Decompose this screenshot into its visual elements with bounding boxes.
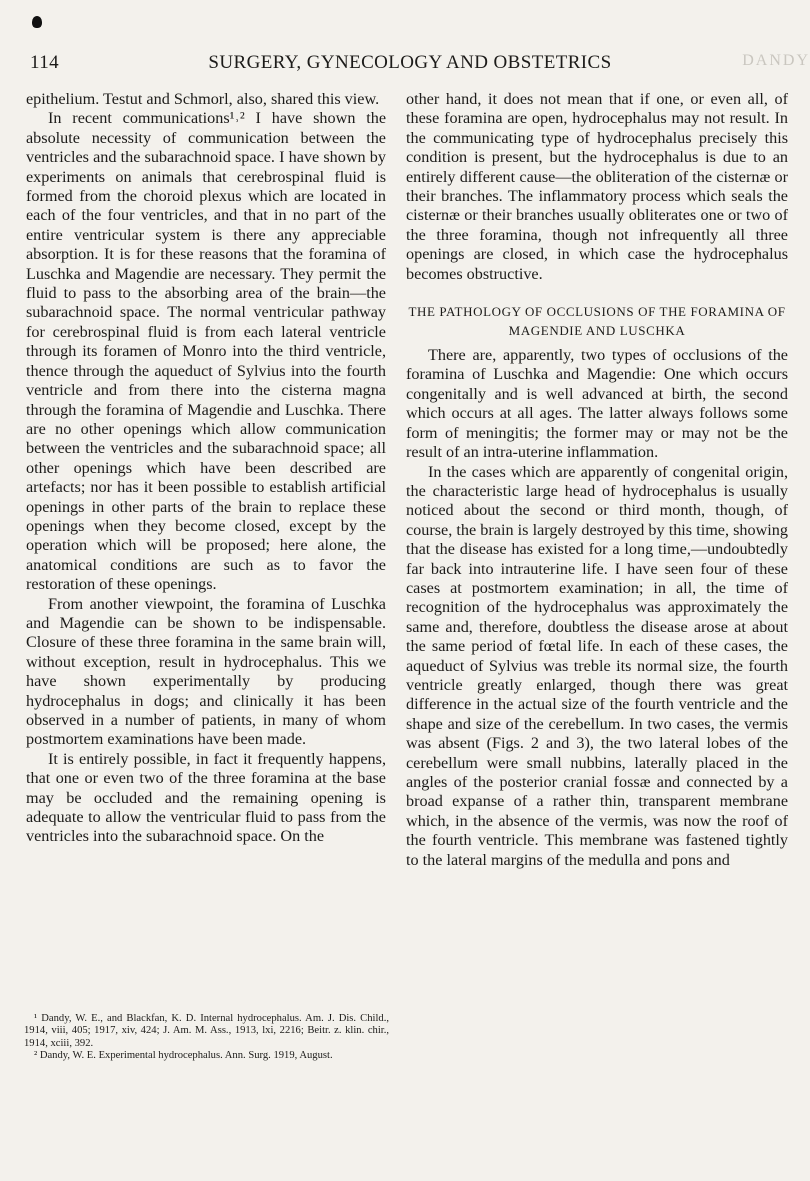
ink-mark	[32, 16, 42, 28]
paragraph: It is entirely possible, in fact it frequently happens, that one or even two of the three foramina at the base may be occluded and the remaining opening is adequate to allow the ventricular fluid to pass from the ventricles into the subarachnoid space. On the	[26, 749, 386, 846]
paragraph: In recent communications¹˒² I have shown the absolute necessity of communication between the ventricles and the subarachnoid space. I have shown by experiments on animals that cerebrospinal fluid is formed from the choroid plexus which are located in each of the four ventricles, and that in no part of the entire ventricular system is there any appreciable absorption. It is for these reasons that the foramina of Luschka and Magendie are necessary. They permit the fluid to pass to the absorbing area of the brain—the subarachnoid space. The normal ventricular pathway for cerebrospinal fluid is from each lateral ventricle through its foramen of Monro into the third ventricle, thence through the aqueduct of Sylvius into the fourth ventricle and from there into the cisterna magna through the foramina of Magendie and Luschka. There are no other openings which allow communication between the ventricles and the subarachnoid space; all other openings which have been described are artefacts; nor has it been possible to establish artificial openings in other parts of the brain to replace these openings when they become closed, except by the operation which will be proposed; here alone, the anatomical conditions are such as to favor the restoration of these openings.	[26, 109, 386, 594]
paragraph: There are, apparently, two types of occlusions of the foramina of Luschka and Magendie: One which occurs congenitally and is well advanced at birth, the second which occurs at all ages. The latter always follows some form of meningitis; the former may or may not be the result of an intra-uterine inflammation.	[406, 346, 788, 462]
running-title: SURGERY, GYNECOLOGY AND OBSTETRICS	[208, 52, 612, 73]
left-column	[26, 90, 386, 847]
paragraph: epithelium. Testut and Schmorl, also, shared this view.	[26, 90, 380, 108]
page-number: 114	[30, 52, 59, 73]
page-header	[30, 52, 810, 78]
paragraph: In the cases which are apparently of congenital origin, the characteristic large head of hydrocephalus is usually noticed about the second or third month, though, of course, the brain is largely destroyed by this time, showing that the disease has existed for a long time,—undoubtedly far back into intrauterine life. I have seen four of these cases at postmortem examination; in all, the time of recognition of the hydrocephalus was approximately the same and, therefore, doubtless the disease arose at about the same period of fœtal life. In each of these cases, the aqueduct of Sylvius was treble its normal size, the fourth ventricle greatly enlarged, though there was great difference in the actual size of the fourth ventricle and the shape and size of the cerebellum. In two cases, the vermis was absent (Figs. 2 and 3), the two lateral lobes of the cerebellum were small nubbins, laterally placed in the angles of the posterior cranial fossæ and connected by a broad expanse of a rather thin, transparent membrane which, in the absence of the vermis, was now the roof of the fourth ventricle. This membrane was fastened tightly to the lateral margins of the medulla and pons and	[406, 462, 788, 869]
footnote: ² Dandy, W. E. Experimental hydrocephalus. Ann. Surg. 1919, August.	[34, 1050, 333, 1062]
header-bleed-text: DANDY	[742, 52, 810, 69]
paragraph: other hand, it does not mean that if one, or even all, of these foramina are open, hydrocephalus may not result. In the communicating type of hydrocephalus precisely this condition is present, but the hydrocephalus is due to an entirely different cause—the obliteration of the cisternæ or their branches. The inflammatory process which seals the cisternæ or their branches usually obliterates one or two of the three foramina, though not infrequently all three openings are closed, in which case the hydrocephalus becomes obstructive.	[406, 90, 788, 283]
footnote: ¹ Dandy, W. E., and Blackfan, K. D. Internal hydrocephalus. Am. J. Dis. Child., 1914, viii, 405; 1917, xiv, 424; J. Am. M. Ass., 1913, lxi, 2216; Beitr. z. klin. chir., 1914, xciii, 392.	[24, 1013, 389, 1049]
footnotes	[24, 1013, 389, 1063]
section-heading: THE PATHOLOGY OF OCCLUSIONS OF THE FORAMINA OF MAGENDIE AND LUSCHKA	[408, 304, 786, 339]
paragraph: From another viewpoint, the foramina of Luschka and Magendie can be shown to be indispensable. Closure of these three foramina in the same brain will, without exception, result in hydrocephalus. This we have shown experimentally by producing hydrocephalus in dogs; and clinically it has been observed in a number of patients, in many of whom postmortem examinations have been made.	[26, 594, 386, 749]
right-column	[406, 90, 788, 870]
